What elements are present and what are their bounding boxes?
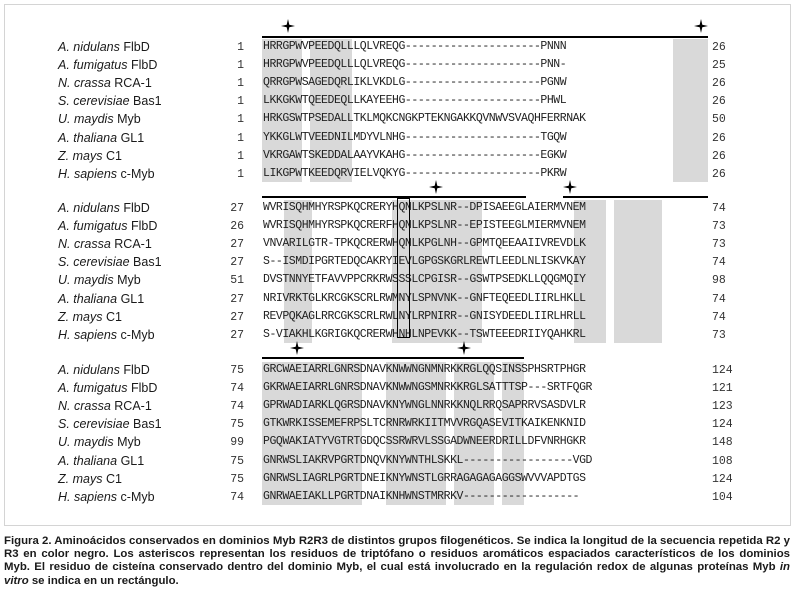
alignment-row xyxy=(0,57,795,75)
start-position: 75 xyxy=(230,418,244,432)
alignment-row xyxy=(0,362,795,380)
species-label xyxy=(58,201,150,215)
protein-name: FlbD xyxy=(123,363,150,377)
repeat-r3-bar xyxy=(262,357,524,359)
protein-name: C1 xyxy=(105,471,122,486)
sequence: LKKGKWTQEEDEQLLKAYEEHG---------------------PHWL xyxy=(263,94,567,108)
species-name: N. crassa xyxy=(58,237,111,252)
end-position: 26 xyxy=(712,95,726,109)
start-position: 75 xyxy=(230,364,244,377)
alignment-row xyxy=(0,166,795,184)
alignment-row xyxy=(0,380,795,398)
protein-name: FlbD xyxy=(130,219,158,234)
alignment-row xyxy=(0,75,795,93)
start-position: 27 xyxy=(230,292,244,306)
four-point-star-icon xyxy=(563,180,577,194)
end-position: 73 xyxy=(712,238,726,252)
protein-name: FlbD xyxy=(123,201,150,215)
species-label xyxy=(58,490,155,504)
sequence: GKRWAEIARRLGNRSDNAVKNWWNGSMNRKKRGLSATTTSP---SRTFQGR xyxy=(263,381,593,395)
alignment-row xyxy=(0,39,795,57)
protein-name: RCA-1 xyxy=(114,399,152,414)
end-position: 98 xyxy=(712,274,726,288)
alignment-row xyxy=(0,489,795,507)
species-label xyxy=(58,94,162,108)
start-position: 1 xyxy=(237,167,244,181)
species-label xyxy=(58,381,157,395)
species-label xyxy=(58,167,155,181)
protein-name: Bas1 xyxy=(133,94,162,109)
species-name: U. maydis xyxy=(58,112,114,127)
protein-name: GL1 xyxy=(120,291,145,306)
species-name: H. sapiens xyxy=(58,327,118,342)
sequence: GRCWAEIARRLGNRSDNAVKNWWNGNMNRKKRGLQQSINSSPHSRTPHGR xyxy=(263,363,586,376)
end-position: 73 xyxy=(712,328,726,342)
figure-caption xyxy=(4,535,790,588)
sequence: GNRWAEIAKLLPGRTDNAIKNHWNSTMRRKV------------------ xyxy=(263,489,580,503)
alignment-row xyxy=(0,93,795,111)
protein-name: Myb xyxy=(117,273,141,288)
protein-name: Bas1 xyxy=(133,417,162,432)
protein-name: Myb xyxy=(117,112,141,127)
species-label xyxy=(58,255,162,269)
species-name: A. fumigatus xyxy=(58,58,128,73)
start-position: 1 xyxy=(237,95,244,109)
start-position: 26 xyxy=(230,220,244,234)
species-name: H. sapiens xyxy=(58,166,118,181)
species-label xyxy=(58,40,150,54)
protein-name: FlbD xyxy=(123,40,150,54)
species-label xyxy=(58,310,122,324)
species-name: A. nidulans xyxy=(58,40,120,54)
species-label xyxy=(58,417,162,431)
end-position: 26 xyxy=(712,131,726,145)
alignment-row xyxy=(0,130,795,148)
sequence: REVPQKAGLRRCGKSCRLRWLNYLRPNIRR--GNISYDEEDLIIRLHRLL xyxy=(263,309,586,323)
species-label xyxy=(58,76,152,90)
species-label xyxy=(58,273,141,287)
species-name: U. maydis xyxy=(58,273,114,288)
end-position: 108 xyxy=(712,454,733,468)
species-label xyxy=(58,219,157,233)
alignment-row xyxy=(0,434,795,452)
end-position: 104 xyxy=(712,490,733,504)
repeat-r2-bar xyxy=(262,36,708,38)
species-label xyxy=(58,435,141,449)
start-position: 27 xyxy=(230,238,244,252)
caption-label: Figura 2. xyxy=(4,535,52,547)
start-position: 27 xyxy=(230,328,244,342)
protein-name: FlbD xyxy=(130,381,158,396)
end-position: 121 xyxy=(712,382,733,396)
end-position: 148 xyxy=(712,436,733,450)
species-label xyxy=(58,112,141,126)
repeat-r3-bar xyxy=(563,196,708,198)
species-name: A. fumigatus xyxy=(58,381,128,396)
end-position: 74 xyxy=(712,310,726,324)
species-name: Z. mays xyxy=(58,148,103,163)
protein-name: FlbD xyxy=(130,58,158,73)
four-point-star-icon xyxy=(694,19,708,33)
species-name: S. cerevisiae xyxy=(58,94,130,109)
start-position: 1 xyxy=(237,77,244,91)
start-position: 75 xyxy=(230,472,244,486)
species-name: A. thaliana xyxy=(58,130,118,145)
sequence: HRRGPWVPEEDQLLLQLVREQG---------------------PNN- xyxy=(263,58,567,72)
species-label xyxy=(58,131,144,145)
start-position: 27 xyxy=(230,310,244,324)
species-name: A. thaliana xyxy=(58,453,118,468)
species-label xyxy=(58,58,157,72)
species-name: U. maydis xyxy=(58,435,114,450)
caption-italic: in vitro xyxy=(4,561,790,587)
protein-name: c-Myb xyxy=(120,166,155,181)
four-point-star-icon xyxy=(290,341,304,355)
end-position: 25 xyxy=(712,59,726,73)
sequence: YKKGLWTVEEDNILMDYVLNHG---------------------TGQW xyxy=(263,130,567,144)
protein-name: RCA-1 xyxy=(114,237,152,252)
end-position: 124 xyxy=(712,472,733,486)
protein-name: c-Myb xyxy=(120,489,155,504)
end-position: 124 xyxy=(712,364,733,377)
start-position: 27 xyxy=(230,256,244,270)
start-position: 99 xyxy=(230,436,244,450)
species-label xyxy=(58,472,122,486)
start-position: 27 xyxy=(230,202,244,215)
end-position: 73 xyxy=(712,220,726,234)
sequence: VNVARILGTR-TPKQCRERWHQNLKPGLNH--GPMTQEEAAIIVREVDLK xyxy=(263,237,586,251)
species-label xyxy=(58,149,122,163)
protein-name: C1 xyxy=(105,148,122,163)
species-name: S. cerevisiae xyxy=(58,417,130,432)
conserved-cysteine-box xyxy=(397,198,410,338)
sequence: GNRWSLIAKRVPGRTDNQVKNYWNTHLSKKL-----------------VGD xyxy=(263,453,593,467)
end-position: 26 xyxy=(712,77,726,91)
species-label xyxy=(58,237,152,251)
protein-name: Myb xyxy=(117,435,141,450)
alignment-row xyxy=(0,111,795,129)
species-label xyxy=(58,292,144,306)
four-point-star-icon xyxy=(281,19,295,33)
sequence: WVRISQHMHYRSPKQCRERYHQNLKPSLNR--DPISAEEGLAIERMVNEM xyxy=(263,201,586,214)
start-position: 1 xyxy=(237,113,244,127)
alignment-row xyxy=(0,148,795,166)
protein-name: GL1 xyxy=(120,130,145,145)
end-position: 50 xyxy=(712,113,726,127)
end-position: 26 xyxy=(712,41,726,54)
species-name: N. crassa xyxy=(58,399,111,414)
start-position: 1 xyxy=(237,59,244,73)
end-position: 124 xyxy=(712,418,733,432)
start-position: 75 xyxy=(230,454,244,468)
species-label xyxy=(58,328,155,342)
protein-name: GL1 xyxy=(120,453,145,468)
start-position: 51 xyxy=(230,274,244,288)
sequence: GTKWRKISSEMEFRPSLTCRNRWRKIITMVVRGQASEVITKAIKENKNID xyxy=(263,417,586,431)
species-name: A. nidulans xyxy=(58,363,120,377)
repeat-r2-bar xyxy=(262,196,526,198)
end-position: 26 xyxy=(712,167,726,181)
end-position: 74 xyxy=(712,256,726,270)
start-position: 1 xyxy=(237,41,244,54)
end-position: 123 xyxy=(712,400,733,414)
caption-text-end: se indica en un rectángulo. xyxy=(28,574,179,587)
start-position: 74 xyxy=(230,382,244,396)
sequence: DVSTNNYETFAVVPPCRKRWSSSLCPGISR--GSWTPSEDKLLQQGMQIY xyxy=(263,273,586,287)
species-name: Z. mays xyxy=(58,471,103,486)
caption-text: Aminoácidos conservados en dominios Myb R2R3 de distintos grupos filogenéticos. Se indica la longitud de la secuencia repetida R2 y R3 en color negro. Los asteriscos representan los residuos de triptófano o residuos aromáticos espaciados característicos de los dominios Myb. El residuo de cisteína conservado dentro del dominio Myb, el cual está involucrado en la regulación redox de algunas proteínas Myb xyxy=(4,535,790,574)
species-name: N. crassa xyxy=(58,76,111,91)
species-name: Z. mays xyxy=(58,309,103,324)
sequence: HRRGPWVPEEDQLLLQLVREQG---------------------PNNN xyxy=(263,40,567,53)
sequence: HRKGSWTPSEDALLTKLMQKCNGKPTEKNGAKKQVNWVSVAQHFERRNAK xyxy=(263,112,586,126)
end-position: 74 xyxy=(712,292,726,306)
protein-name: c-Myb xyxy=(120,327,155,342)
species-label xyxy=(58,454,144,468)
protein-name: Bas1 xyxy=(133,255,162,270)
protein-name: RCA-1 xyxy=(114,76,152,91)
species-name: A. nidulans xyxy=(58,201,120,215)
alignment-row xyxy=(0,453,795,471)
sequence: GNRWSLIAGRLPGRTDNEIKNYWNSTLGRRAGAGAGAGGSWVVVAPDTGS xyxy=(263,471,586,485)
species-label xyxy=(58,363,150,377)
end-position: 26 xyxy=(712,149,726,163)
alignment-row xyxy=(0,398,795,416)
sequence: S--ISMDIPGRTEDQCAKRYIEVLGPGSKGRLREWTLEEDLNLISKVKAY xyxy=(263,255,586,269)
end-position: 74 xyxy=(712,202,726,215)
sequence: WVRISQHMHYRSPKQCRERFHQNLKPSLNR--EPISTEEGLMIERMVNEM xyxy=(263,219,586,233)
start-position: 1 xyxy=(237,149,244,163)
start-position: 1 xyxy=(237,131,244,145)
four-point-star-icon xyxy=(457,341,471,355)
sequence: LIKGPWTKEEDQRVIELVQKYG---------------------PKRW xyxy=(263,166,567,180)
species-label xyxy=(58,399,152,413)
sequence: S-VIAKHLKGRIGKQCRERWHNHLNPEVKK--TSWTEEEDRIIYQAHKRL xyxy=(263,327,586,341)
four-point-star-icon xyxy=(429,180,443,194)
start-position: 74 xyxy=(230,400,244,414)
alignment-row xyxy=(0,416,795,434)
species-name: S. cerevisiae xyxy=(58,255,130,270)
sequence: VKRGAWTSKEDDALAAYVKAHG---------------------EGKW xyxy=(263,148,567,162)
start-position: 74 xyxy=(230,490,244,504)
sequence: GPRWADIARKLQGRSDNAVKNYWNGLNNRKKNQLRRQSAPRRVSASDVLR xyxy=(263,399,586,413)
species-name: A. fumigatus xyxy=(58,219,128,234)
species-name: H. sapiens xyxy=(58,489,118,504)
alignment-row xyxy=(0,471,795,489)
sequence: NRIVRKTGLKRCGKSCRLRWMNYLSPNVNK--GNFTEQEEDLIIRLHKLL xyxy=(263,291,586,305)
sequence: PGQWAKIATYVGTRTGDQCSSRWRVLSSGADWNEERDRILLDFVNRHGKR xyxy=(263,435,586,449)
species-name: A. thaliana xyxy=(58,291,118,306)
sequence: QRRGPWSAGEDQRLIKLVKDLG---------------------PGNW xyxy=(263,76,567,90)
protein-name: C1 xyxy=(105,309,122,324)
